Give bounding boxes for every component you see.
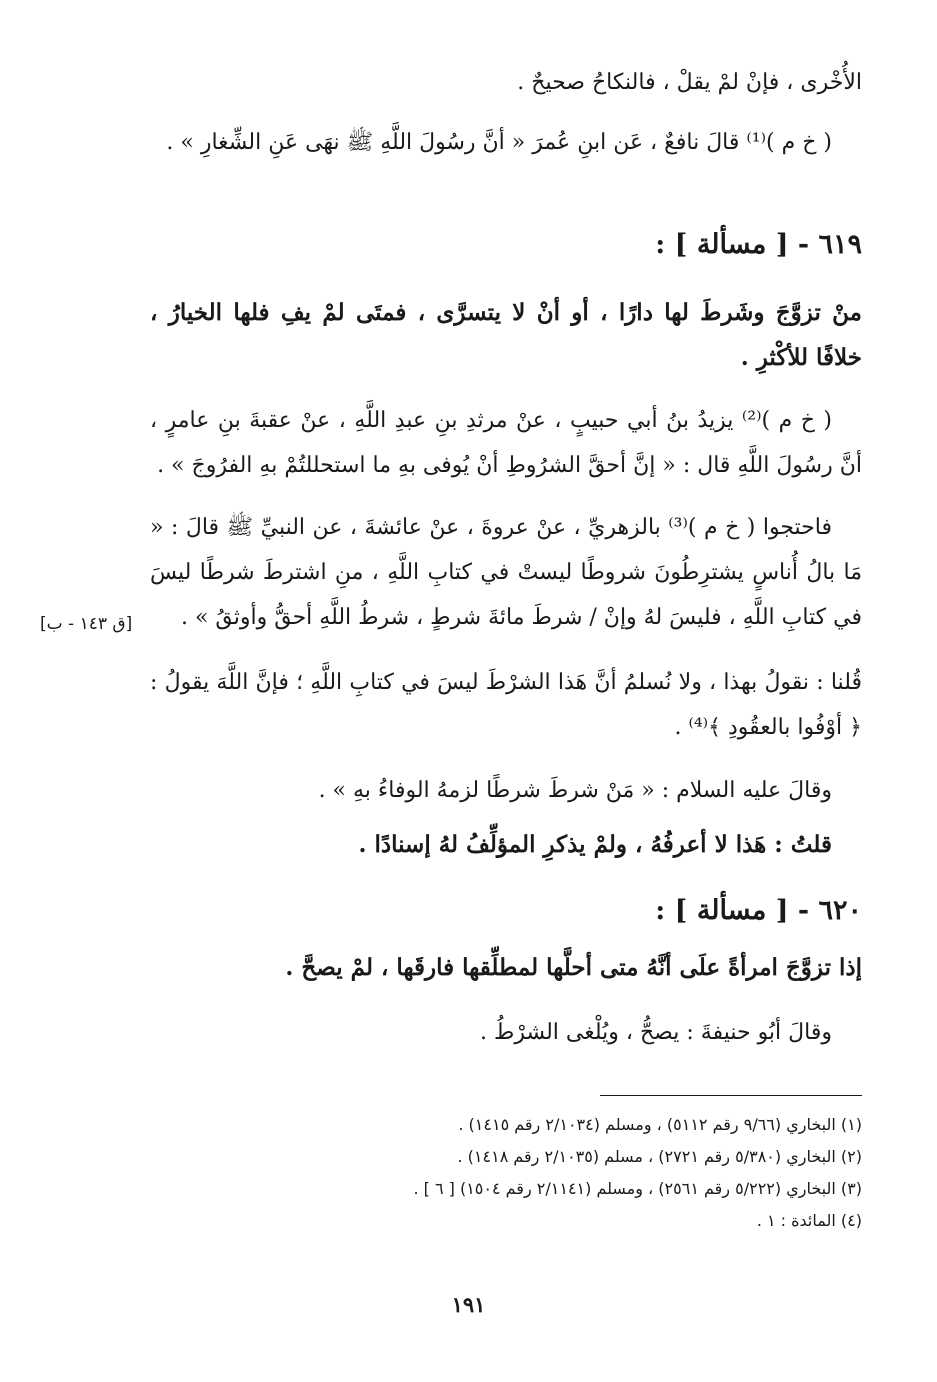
paragraph-author-note: قلتُ : هَذا لا أعرفُهُ ، ولمْ يذكرِ المؤلِّفُ لهُ إسنادًا . — [358, 831, 832, 858]
footnote-2: (٢) البخاري (٥/٣٨٠ رقم ٢٧٢١) ، مسلم (٢/١٠٣٥ رقم ١٤١٨) . — [457, 1147, 862, 1166]
issue-statement-620: إذا تزوَّجَ امرأةً علَى أنَّهُ متى أحلَّها لمطلِّقها فارقَها ، لمْ يصحَّ . — [285, 954, 862, 981]
footnote-3: (٣) البخاري (٥/٢٢٢ رقم ٢٥٦١) ، ومسلم (٢/١١٤١ رقم ١٥٠٤) [ ٦ ] . — [413, 1179, 862, 1198]
paragraph-continuation: الأُخْرى ، فإنْ لمْ يقلْ ، فالنكاحُ صحيحٌ . — [517, 70, 862, 95]
section-heading-620: ٦٢٠ - [ مسألة ] : — [655, 895, 862, 926]
footnote-1: (١) البخاري (٩/٦٦ رقم ٥١١٢) ، ومسلم (٢/١٠٣٤ رقم ١٤١٥) . — [458, 1115, 862, 1134]
manuscript-folio-note: [ق ١٤٣ - ب] — [40, 614, 133, 634]
footnote-separator — [600, 1095, 862, 1096]
section-heading-619: ٦١٩ - [ مسألة ] : — [655, 229, 862, 260]
paragraph-hadith-2: ( خ م )⁽²⁾ يزيدُ بنُ أبي حبيبٍ ، عنْ مرثدِ بنِ عبدِ اللَّهِ ، عنْ عقبةَ بنِ عامرٍ ، أنَّ رسُولَ اللَّهِ قال : « إنَّ أحقَّ الشرُوطِ أنْ يُوفى بهِ ما استحللتُمْ بهِ الفرُوجَ » . — [150, 408, 862, 478]
paragraph-hadith-1: ( خ م )⁽¹⁾ قالَ نافعٌ ، عَن ابنِ عُمرَ « أنَّ رسُولَ اللَّهِ ﷺ نهَى عَنِ الشِّغارِ » . — [166, 130, 832, 155]
paragraph-hadith-3: وقالَ عليه السلام : « مَنْ شرطَ شرطًا لزمهُ الوفاءُ بهِ » . — [318, 778, 832, 803]
paragraph-reply: قُلنا : نقولُ بهذا ، ولا نُسلمُ أنَّ هَذا الشرْطَ ليسَ في كتابِ اللَّهِ ؛ فإنَّ اللَّهَ يقولُ : ﴿ أوْفُوا بالعقُودِ ﴾⁽⁴⁾ . — [150, 670, 862, 740]
issue-statement-619: منْ تزوَّجَ وشَرطَ لها دارًا ، أو أنْ لا يتسرَّى ، فمتَى لمْ يفِ فلها الخيارُ ، خلافًا للأكْثرِ . — [150, 299, 862, 371]
paragraph-argument: فاحتجوا ( خ م )⁽³⁾ بالزهريِّ ، عنْ عروةَ ، عنْ عائشةَ ، عن النبيِّ ﷺ قالَ : « مَا بالُ أُناسٍ يشترِطُونَ شروطًا ليستْ في كتابِ اللَّهِ ، منِ اشترطَ شرطًا ليسَ في كتابِ اللَّهِ ، فليسَ لهُ وإنْ / شرطَ مائةَ شرطٍ ، شرطُ اللَّهِ أحقُّ وأوثقُ » . — [150, 515, 862, 630]
page-number: ١٩١ — [451, 1292, 486, 1317]
footnote-4: (٤) المائدة : ١ . — [756, 1211, 862, 1230]
paragraph-hanafi-view: وقالَ أبُو حنيفةَ : يصحُّ ، ويُلْغى الشرْطُ . — [480, 1020, 832, 1045]
